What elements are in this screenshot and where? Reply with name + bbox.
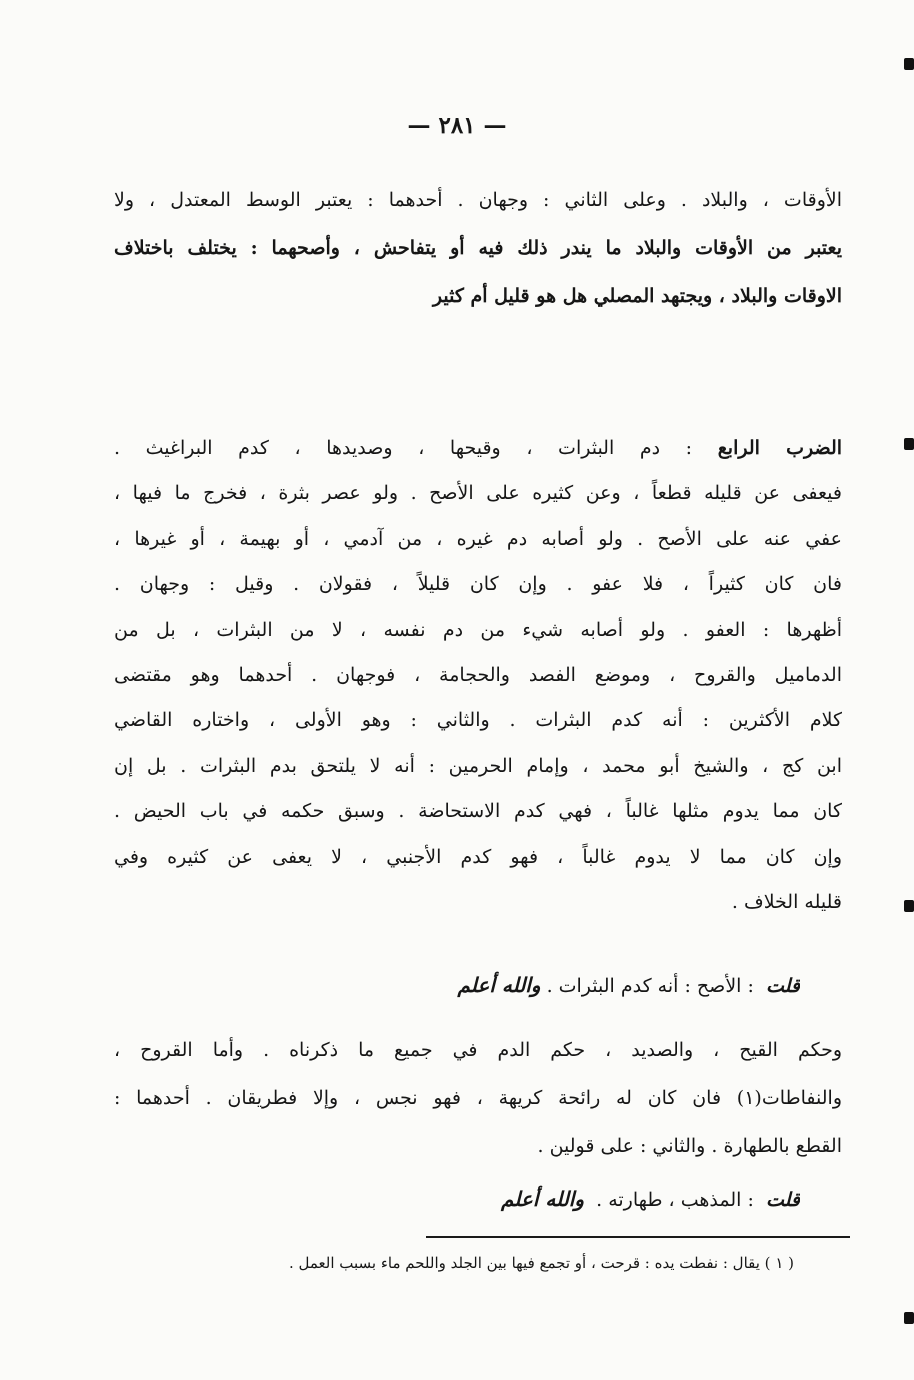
qult-label: قلت [765, 975, 800, 997]
text-line: عفي عنه على الأصح . ولو أصابه دم غيره ، من آدمي ، أو بهيمة ، أو غيرها ، [114, 527, 842, 550]
edge-mark-bottom [904, 1312, 914, 1324]
main-paragraph [114, 426, 842, 925]
signature: والله أعلم [500, 1187, 585, 1211]
qult-line [300, 962, 800, 1009]
text-line: الأوقات ، والبلاد . وعلى الثاني : وجهان . أحدهما : يعتبر الوسط المعتدل ، ولا [114, 189, 842, 211]
text-line: الاوقات والبلاد ، ويجتهد المصلي هل هو قليل أم كثير [432, 285, 842, 307]
text-line: فان كان كثيراً ، فلا عفو . وإن كان قليلاً ، فقولان . وقيل : وجهان . [114, 573, 842, 596]
text-line: القطع بالطهارة . والثاني : على قولين . [537, 1135, 842, 1157]
qult-note-2 [300, 1176, 800, 1223]
heading-rest: : دم البثرات ، وقيحها ، وصديدها ، كدم البراغيث . [114, 437, 693, 459]
text-line: أظهرها : العفو . ولو أصابه شيء من دم نفسه ، لا من البثرات ، بل من [114, 618, 842, 641]
edge-mark-top [904, 58, 914, 70]
text-line: كلام الأكثرين : أنه كدم البثرات . والثاني : وهو الأولى ، واختاره القاضي [114, 709, 842, 732]
footnote: ( ١ ) يقال : نفطت يده : قرحت ، أو تجمع فيها بين الجلد واللحم ماء بسبب العمل . [288, 1254, 794, 1272]
text-line: فيعفى عن قليله قطعاً ، وعن كثيره على الأصح . ولو عصر بثرة ، فخرج ما فيها ، [114, 482, 842, 505]
text-line-first [114, 426, 842, 471]
text-line: يعتبر من الأوقات والبلاد ما يندر ذلك فيه أو يتفاحش ، وأصحهما : يختلف باختلاف [114, 237, 842, 259]
text-line: وإن كان مما لا يدوم غالباً ، فهو كدم الأجنبي ، لا يعفى عن كثيره وفي [114, 845, 842, 868]
second-paragraph [114, 1026, 842, 1170]
qult-text: : المذهب ، طهارته . [596, 1189, 754, 1211]
edge-mark-lower [904, 900, 914, 912]
qult-text: : الأصح : أنه كدم البثرات . [546, 975, 754, 997]
text-line: ابن كج ، والشيخ أبو محمد ، وإمام الحرمين : أنه لا يلتحق بدم البثرات . بل إن [114, 754, 842, 777]
text-line: كان مما يدوم مثلها غالباً ، فهي كدم الاستحاضة . وسبق حكمه في باب الحيض . [114, 800, 842, 823]
top-paragraph [114, 176, 842, 320]
section-heading: الضرب الرابع [717, 437, 842, 459]
text-line: الدماميل والقروح ، وموضع الفصد والحجامة ، فوجهان . أحدهما وهو مقتضى [114, 664, 842, 687]
page-number: — ٢٨١ — [407, 112, 507, 139]
qult-note-1 [300, 962, 800, 1009]
signature: والله أعلم [457, 973, 541, 997]
qult-label: قلت [765, 1189, 800, 1211]
text-line: قليله الخلاف . [731, 891, 842, 914]
footnote-divider [426, 1236, 850, 1238]
qult-line [300, 1176, 800, 1223]
edge-mark-upper [904, 438, 914, 450]
text-line: وحكم القيح ، والصديد ، حكم الدم في جميع ما ذكرناه . وأما القروح ، [114, 1039, 842, 1061]
text-line: والنفاطات(١) فان كان له رائحة كريهة ، فهو نجس ، وإلا فطريقان . أحدهما : [114, 1087, 842, 1109]
